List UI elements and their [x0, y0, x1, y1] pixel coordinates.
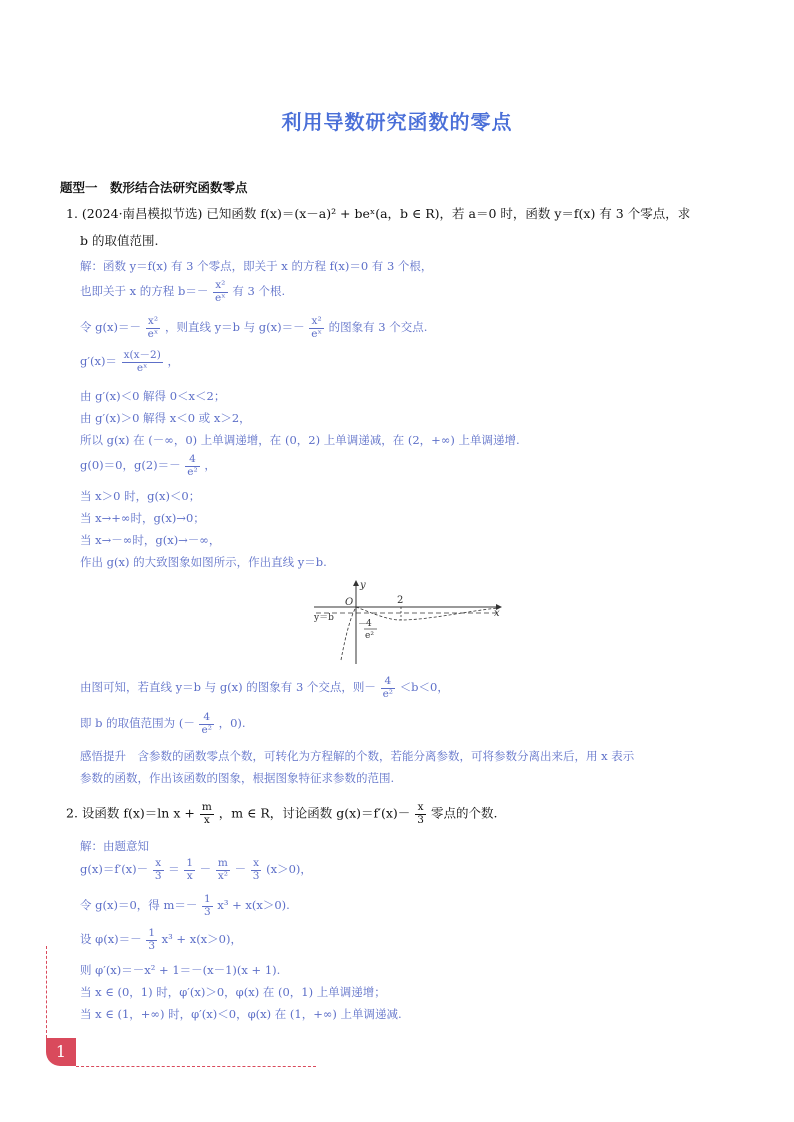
fraction: $\frac{1}{x}$	[186, 857, 193, 882]
fraction: $\frac{4}{\text{e²}}$	[201, 711, 212, 736]
curve-g-left	[341, 607, 356, 660]
solution-1-line: 当 x→+∞时，g(x)→0；	[80, 511, 205, 525]
problem-1-line-2: b 的取值范围.	[80, 233, 159, 248]
solution-2-line: 令 g(x)＝0，得 m＝－ $\frac{1}{3}$ x³ + x(x＞0).	[80, 893, 290, 918]
solution-2-line: 解：由题意知	[80, 839, 149, 853]
solution-1-line: 即 b 的取值范围为 (－ $\frac{4}{\text{e²}}$ ，0).	[80, 711, 246, 736]
fraction: $\frac{\text{x²}}{\text{eˣ}}$	[311, 315, 322, 340]
fraction: $\frac{x}{3}$	[417, 801, 424, 826]
solution-1-line: 也即关于 x 的方程 b＝－ $\frac{\text{x²}}{\text{eˣ}}$ 有 3 个根.	[80, 279, 286, 304]
fraction: $\frac{x(x-2)}{\text{eˣ}}$	[123, 349, 161, 374]
fraction: $\frac{1}{3}$	[204, 893, 211, 918]
fraction: $\frac{\text{x²}}{\text{eˣ}}$	[214, 279, 226, 304]
function-graph	[308, 578, 508, 668]
fraction: $\frac{1}{3}$	[148, 927, 156, 952]
fraction: $\frac{4}{\text{e²}}$	[187, 453, 198, 478]
solution-1-line: g′(x)＝ $\frac{x(x-2)}{\text{eˣ}}$ ，	[80, 349, 179, 374]
value-label-minus: －	[358, 620, 368, 630]
fraction: $\frac{m}{\text{x²}}$	[217, 857, 228, 882]
solution-1-line: 解：函数 y＝f(x) 有 3 个零点，即关于 x 的方程 f(x)＝0 有 3 个根，	[80, 259, 433, 273]
fraction: $\frac{m}{x}$	[201, 801, 212, 826]
solution-1-line: 当 x→－∞时，g(x)→－∞，	[80, 533, 221, 547]
line-y-equals-b-label: y＝b	[314, 613, 334, 623]
solution-1-line: 所以 g(x) 在 (－∞，0) 上单调递增，在 (0，2) 上单调递减，在 (2，+∞) 上单调递增.	[80, 433, 520, 447]
solution-2-line: g(x)＝f′(x)－ $\frac{x}{3}$ ＝ $\frac{1}{x}$ － $\frac{m}{\text{x²}}$ － $\frac{x}{3}$ (x＞0)，	[80, 857, 312, 882]
fraction: $\frac{x}{3}$	[252, 857, 260, 882]
solution-2-line: 当 x ∈ (0，1) 时，φ′(x)＞0，φ(x) 在 (0，1) 上单调递增；	[80, 985, 386, 999]
problem-1-line-1: 1. (2024·南昌模拟节选) 已知函数 f(x)＝(x－a)² + beˣ(a，b ∈ R)，若 a＝0 时，函数 y＝f(x) 有 3 个零点，求	[66, 206, 691, 221]
solution-1-line: 当 x＞0 时，g(x)＜0；	[80, 489, 201, 503]
fraction: $\frac{\text{x²}}{\text{eˣ}}$	[147, 315, 159, 340]
tick-label-2: 2	[397, 595, 404, 606]
insight-line-2: 参数的函数，作出该函数的图象，根据图象特征求参数的范围.	[80, 771, 395, 785]
curve-g-right	[356, 607, 498, 620]
solution-1-line: 令 g(x)＝－ $\frac{\text{x²}}{\text{eˣ}}$ ，则直线 y＝b 与 g(x)＝－ $\frac{\text{x²}}{\text{eˣ}}$ 的图象有 3 个交点.	[80, 315, 428, 340]
page-border-horizontal	[76, 1066, 316, 1067]
origin-label: O	[345, 597, 354, 608]
solution-1-line: 作出 g(x) 的大致图象如图所示，作出直线 y＝b.	[80, 555, 327, 569]
solution-2-line: 则 φ′(x)＝－x² + 1＝－(x－1)(x + 1).	[80, 963, 281, 977]
fraction: $\frac{4}{\text{e²}}$	[382, 675, 394, 700]
fraction: $\frac{x}{3}$	[154, 857, 162, 882]
y-axis-arrow	[353, 580, 359, 586]
solution-2-line: 设 φ(x)＝－ $\frac{1}{3}$ x³ + x(x＞0)，	[80, 927, 242, 952]
page-title: 利用导数研究函数的零点	[281, 110, 513, 134]
value-label-4: 4	[366, 619, 372, 629]
insight-line-1: 感悟提升 含参数的函数零点个数，可转化为方程解的个数，若能分离参数，可将参数分离出来后，用 x 表示	[80, 749, 635, 763]
page-number-badge: 1	[46, 1038, 76, 1066]
page-border-vertical	[46, 946, 47, 1038]
solution-1-line: 由图可知，若直线 y＝b 与 g(x) 的图象有 3 个交点，则－ $\frac{4}{\text{e²}}$ ＜b＜0，	[80, 675, 449, 700]
section-heading: 题型一 数形结合法研究函数零点	[60, 180, 248, 195]
solution-2-line: 当 x ∈ (1，+∞) 时，φ′(x)＜0，φ(x) 在 (1，+∞) 上单调递减.	[80, 1007, 402, 1021]
problem-2-line: 2. 设函数 f(x)＝ln x + $\frac{m}{x}$ ，m ∈ R，讨论函数 g(x)＝f′(x)－ $\frac{x}{3}$ 零点的个数.	[66, 801, 498, 826]
y-axis-label: y	[360, 580, 366, 591]
solution-1-line: 由 g′(x)＞0 解得 x＜0 或 x＞2，	[80, 411, 251, 425]
solution-1-line: g(0)＝0，g(2)＝－ $\frac{4}{\text{e²}}$ ，	[80, 453, 216, 478]
value-label-e2: e²	[365, 631, 374, 641]
solution-1-line: 由 g′(x)＜0 解得 0＜x＜2；	[80, 389, 226, 403]
x-axis-label: x	[494, 608, 500, 619]
